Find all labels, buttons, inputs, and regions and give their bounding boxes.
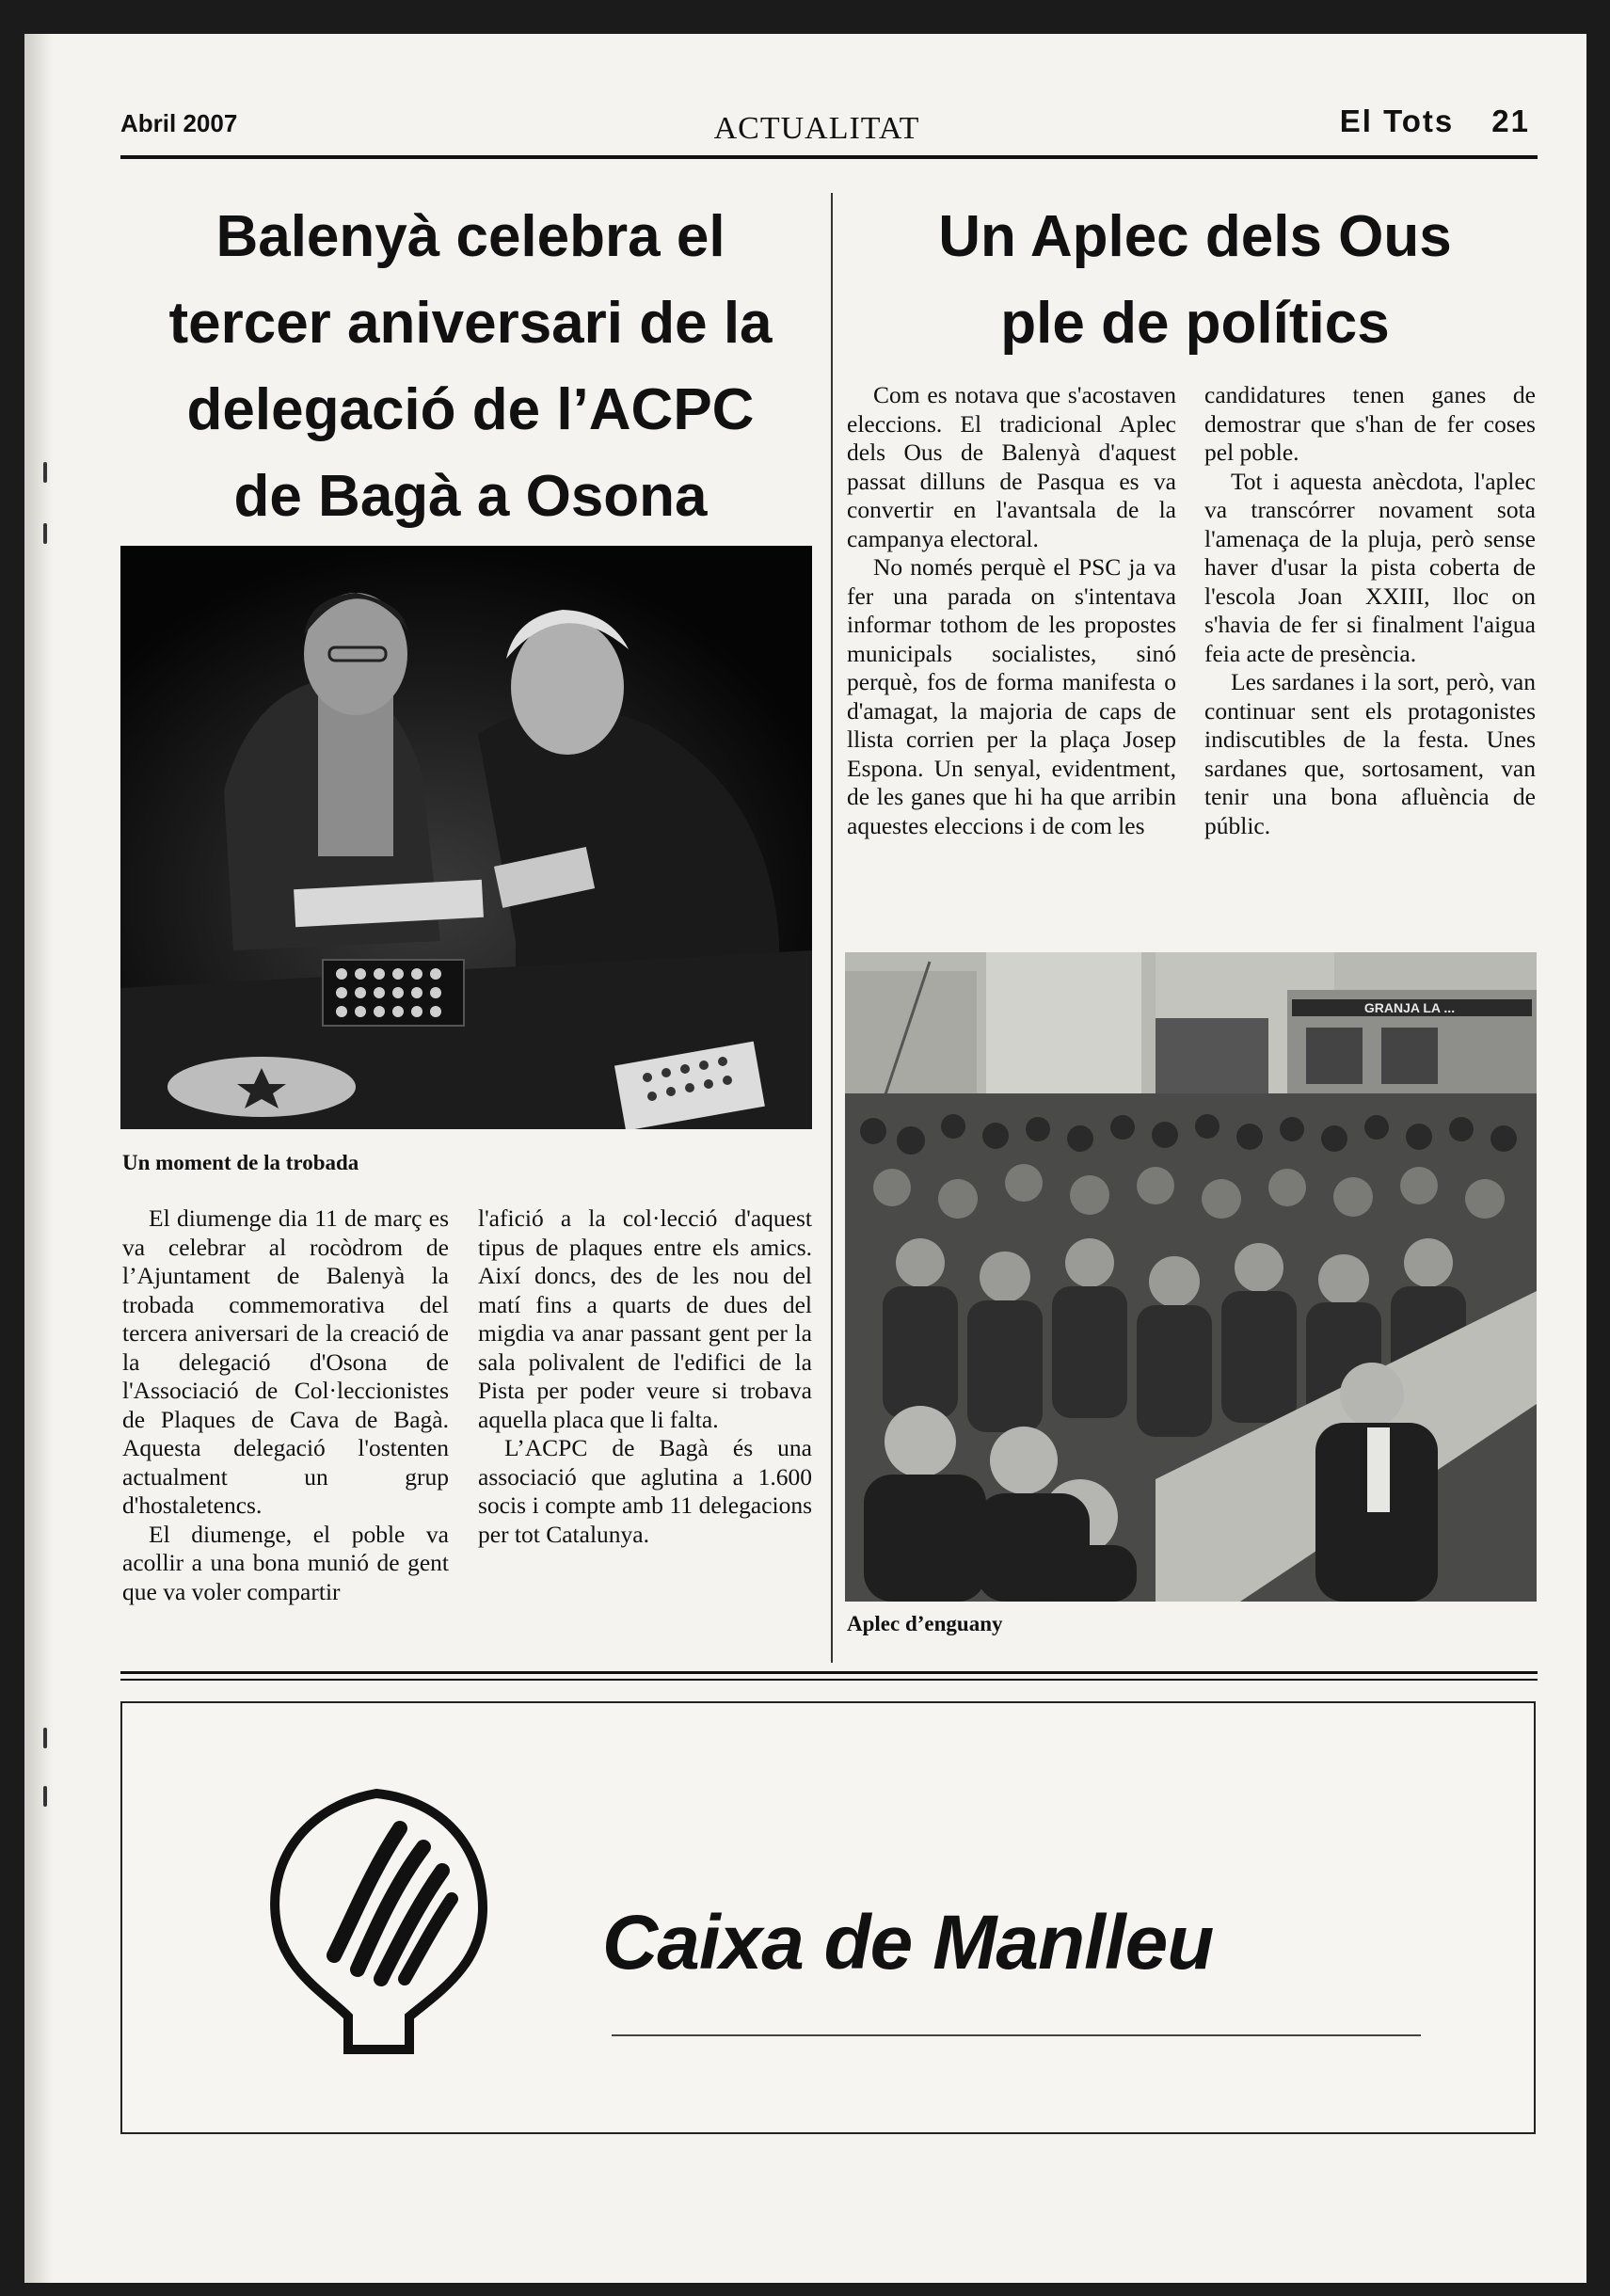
ad-separator-rule	[120, 1671, 1538, 1674]
article-paragraph: No només perquè el PSC ja va fer una parada on s'intentava informar tothom de les propostes municipals socialistes, sinó perquè, fos de forma manifesta o d'amagat, la majoria de caps de llista corrien per la plaça Josep Espona. Un senyal, evidentment, de les ganes que hi ha que arribin aquestes eleccions i de com les	[847, 553, 1176, 839]
right-article-column-2	[1204, 381, 1536, 840]
article-paragraph: Les sardanes i la sort, però, van continuar sent els protagonistes indiscutibles de la festa. Unes sardanes que, sortosament, van tenir una bona afluència de públic.	[1204, 668, 1536, 839]
article-paragraph: L’ACPC de Bagà és una associació que aglutina a 1.600 socis i compte amb 11 delegacions per tot Catalunya.	[478, 1434, 812, 1548]
page-spine-shadow	[24, 34, 53, 2283]
aplec-crowd-illustration	[845, 952, 1537, 1602]
ad-brand-name: Caixa de Manlleu	[602, 1900, 1214, 1985]
binding-mark	[43, 1728, 47, 1748]
issue-date: Abril 2007	[120, 109, 238, 137]
binding-mark	[43, 462, 47, 483]
publication-name: El Tots	[1339, 104, 1455, 138]
headline-line: de Bagà a Osona	[233, 464, 708, 529]
headline-line: Un Aplec dels Ous	[938, 204, 1452, 269]
page-number: 21	[1491, 104, 1530, 138]
left-article-column-2	[478, 1204, 812, 1549]
headline-line: ple de polítics	[1000, 291, 1390, 356]
collectors-photo-illustration	[120, 546, 812, 1129]
aplec-crowd-photo	[845, 952, 1537, 1602]
left-article-headline	[122, 194, 819, 540]
column-divider	[831, 193, 833, 1663]
caixa-manlleu-flame-icon	[259, 1777, 494, 2059]
left-photo-caption: Un moment de la trobada	[122, 1151, 359, 1174]
right-article-headline	[847, 194, 1543, 367]
shop-sign: GRANJA LA ...	[1363, 1000, 1456, 1015]
header-rule	[120, 155, 1538, 159]
left-article-column-1	[122, 1204, 449, 1630]
article-paragraph-continued: l'afició a la col·lecció d'aquest tipus de plaques entre els amics. Així doncs, des de les nou del matí fins a quarts de dues del migdia va anar passant gent per la sala polivalent de l'edifici de la Pista per poder veure si trobava aquella placa que li falta.	[478, 1204, 812, 1433]
right-photo-caption: Aplec d’enguany	[847, 1612, 1003, 1635]
section-title: ACTUALITAT	[713, 111, 920, 146]
right-article-column-1	[847, 381, 1176, 840]
headline-line: tercer aniversari de la	[168, 291, 773, 356]
publication-masthead	[1340, 104, 1530, 139]
caixa-manlleu-advertisement[interactable]	[120, 1701, 1536, 2134]
article-paragraph: El diumenge dia 11 de març es va celebrar al rocòdrom de l’Ajuntament de Balenyà la trobada commemorativa del tercera aniversari de la creació de la delegació d'Osona de l'Associació de Col·leccionistes de Plaques de Cava de Bagà. Aquesta delegació l'ostenten actualment un grup d'hostaletencs.	[122, 1204, 449, 1519]
binding-mark	[43, 1786, 47, 1807]
collectors-photo	[120, 546, 812, 1129]
article-paragraph-continued: candidatures tenen ganes de demostrar que s'han de fer coses pel poble.	[1204, 381, 1536, 466]
headline-line: Balenyà celebra el	[215, 204, 725, 269]
article-paragraph: Com es notava que s'acostaven eleccions. El tradicional Aplec dels Ous de Balenyà d'aquest passat dilluns de Pasqua es va convertir en l'avantsala de la campanya electoral.	[847, 381, 1176, 552]
ad-brand-underline	[612, 2034, 1421, 2036]
paragraph-part-1: El diumenge, el poble va acollir a una bona munió de gent que va voler compartir	[122, 1520, 449, 1605]
binding-mark	[43, 523, 47, 544]
article-paragraph: Tot i aquesta anècdota, l'aplec va transcórrer novament sota l'amenaça de la pluja, però sense haver d'usar la pista coberta de l'escola Joan XXIII, lloc on s'havia de fer si finalment l'aigua feia acte de presència.	[1204, 467, 1536, 667]
article-paragraph	[122, 1521, 449, 1630]
page-header	[94, 73, 1539, 149]
headline-line: delegació de l’ACPC	[186, 377, 755, 442]
ad-separator-rule	[120, 1679, 1538, 1681]
